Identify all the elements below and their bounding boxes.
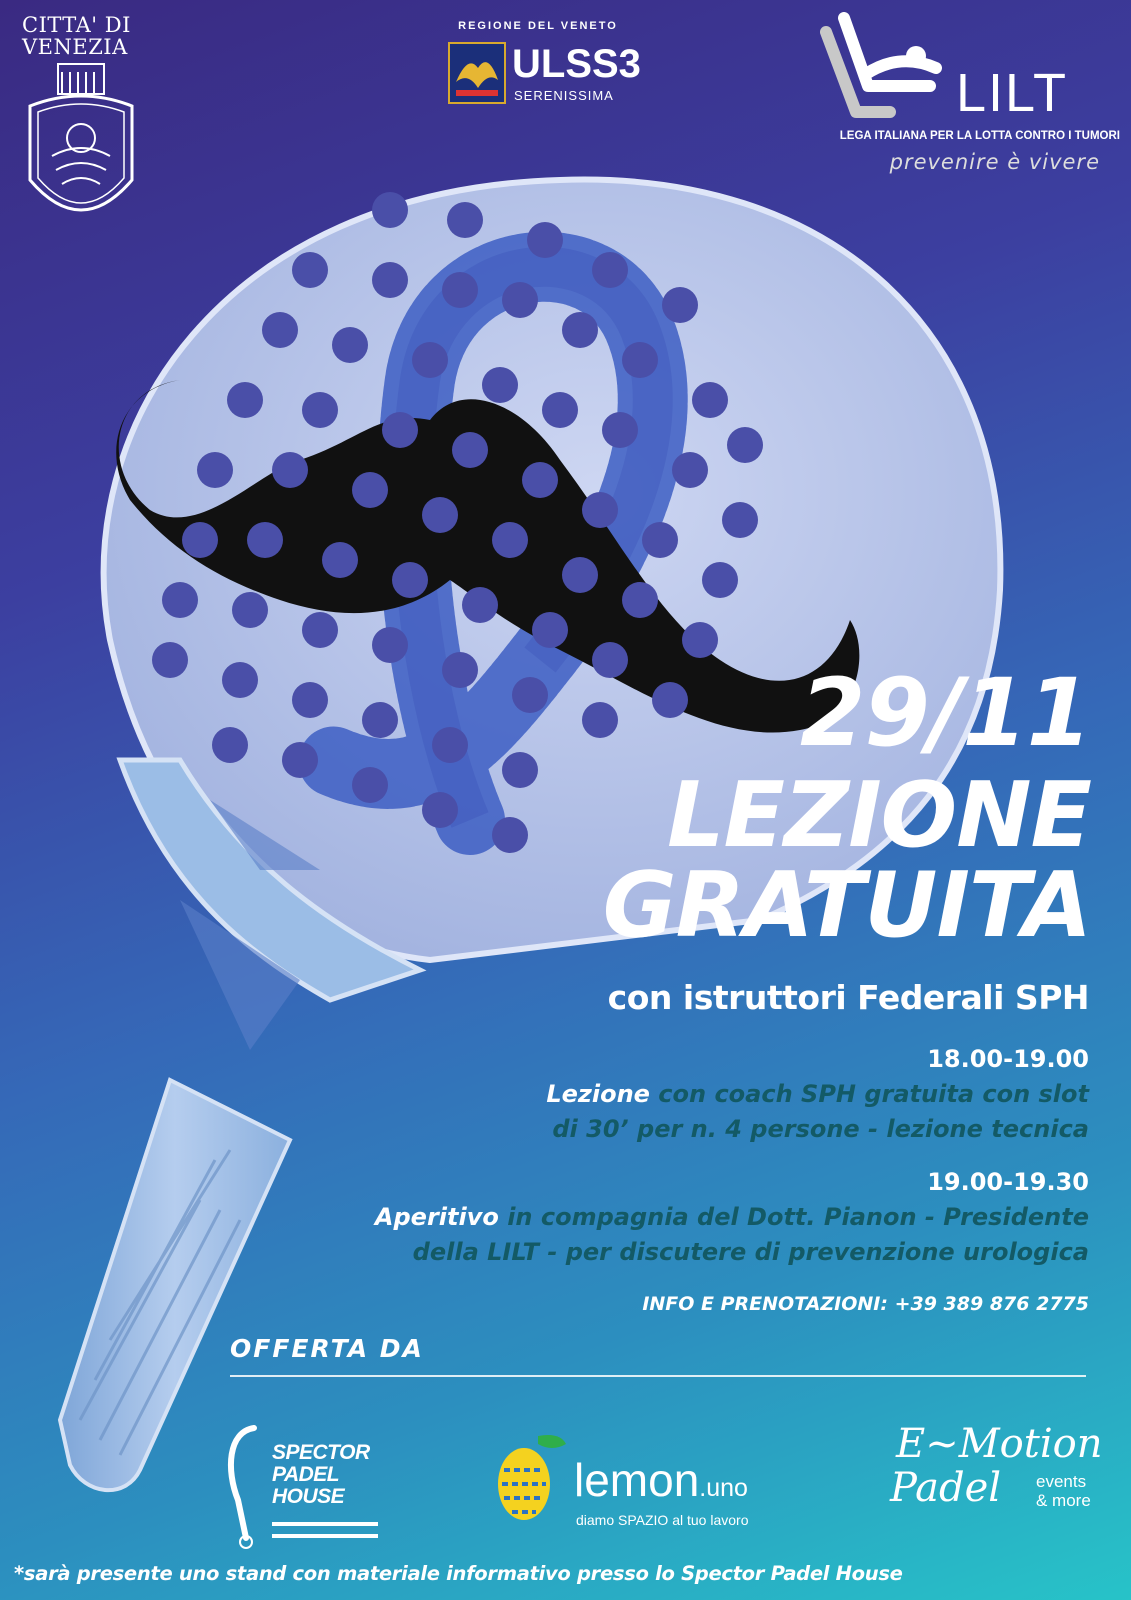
racket-hole	[432, 727, 468, 763]
headline-line1: LEZIONE	[667, 763, 1091, 868]
racket-hole	[532, 612, 568, 648]
racket-hole	[247, 522, 283, 558]
racket-hole	[582, 702, 618, 738]
racket-hole	[452, 432, 488, 468]
lemon-tagline: diamo SPAZIO al tuo lavoro	[576, 1512, 749, 1528]
sph-bar-2	[272, 1534, 378, 1538]
racket-hole	[602, 412, 638, 448]
racket-hole	[692, 382, 728, 418]
venezia-line2: VENEZIA	[22, 35, 128, 59]
racket-hole	[622, 342, 658, 378]
offerta-label: OFFERTA DA	[230, 1334, 424, 1363]
racket-hole	[292, 682, 328, 718]
emotion-line2: Padel	[890, 1465, 1002, 1511]
racket-hole	[512, 677, 548, 713]
divider	[230, 1375, 1086, 1377]
racket-hole	[447, 202, 483, 238]
schedule-desc-2-rest: in compagnia del Dott. Pianon - Presidente	[498, 1203, 1089, 1231]
sph-text	[272, 1442, 370, 1508]
headline-line2: GRATUITA	[602, 853, 1091, 958]
racket-hole	[332, 327, 368, 363]
racket-hole	[502, 282, 538, 318]
racket-hole	[442, 652, 478, 688]
emotion-line1: E~Motion	[896, 1421, 1103, 1467]
event-date: 29/11	[800, 659, 1091, 768]
figure-lying-icon	[820, 12, 960, 122]
racket-hole	[372, 627, 408, 663]
racket-hole	[392, 562, 428, 598]
schedule-desc-1-line2: di 30’ per n. 4 persone - lezione tecnica	[552, 1115, 1089, 1143]
racket-hole	[542, 392, 578, 428]
racket-hole	[527, 222, 563, 258]
headline-subline: con istruttori Federali SPH	[607, 978, 1089, 1017]
racket-hole	[562, 312, 598, 348]
lemon-suffix: .uno	[699, 1474, 748, 1502]
lemon-name: lemon	[574, 1454, 700, 1506]
racket-hole	[722, 502, 758, 538]
racket-hole	[522, 462, 558, 498]
racket-hole	[152, 642, 188, 678]
racket-hole	[227, 382, 263, 418]
racket-hole	[582, 492, 618, 528]
emotion-extra	[1036, 1472, 1091, 1510]
ulss3-logo	[448, 20, 641, 110]
racket-hole	[322, 542, 358, 578]
schedule-highlight-1: Lezione	[546, 1080, 650, 1108]
lemon-uno-logo	[490, 1430, 820, 1540]
lilt-name: LILT	[956, 63, 1069, 123]
racket-hole	[652, 682, 688, 718]
schedule-desc-1-rest: con coach SPH gratuita con slot	[649, 1080, 1089, 1108]
racket-hole	[727, 427, 763, 463]
sph-line3: HOUSE	[272, 1485, 345, 1508]
racket-hole	[702, 562, 738, 598]
lilt-subtitle: LEGA ITALIANA PER LA LOTTA CONTRO I TUMORI	[839, 130, 1120, 142]
racket-hole	[272, 452, 308, 488]
racket-hole	[232, 592, 268, 628]
racket-hole	[302, 392, 338, 428]
lilt-slogan: prevenire è vivere	[889, 150, 1100, 174]
lemon-icon	[490, 1430, 570, 1530]
racket-hole	[422, 497, 458, 533]
lemon-word	[574, 1456, 748, 1512]
schedule-desc-2-line1	[375, 1200, 1089, 1234]
racket-hole	[302, 612, 338, 648]
racket-hole	[672, 452, 708, 488]
racket-hole	[562, 557, 598, 593]
racket-hole	[282, 742, 318, 778]
sph-bars	[272, 1522, 378, 1526]
racket-hole	[222, 662, 258, 698]
schedule-time-2: 19.00-19.30	[927, 1168, 1089, 1196]
racket-hole	[212, 727, 248, 763]
racket-hole	[592, 252, 628, 288]
racket-hole	[162, 582, 198, 618]
racket-hole	[372, 192, 408, 228]
racket-hole	[372, 262, 408, 298]
schedule-desc-2-line2: della LILT - per discutere di prevenzione urologica	[412, 1238, 1089, 1266]
racket-hole	[642, 522, 678, 558]
racket-hole	[412, 342, 448, 378]
racket-hole	[592, 642, 628, 678]
racket-hole	[482, 367, 518, 403]
emotion-padel-logo	[890, 1421, 1103, 1542]
racket-hole	[682, 622, 718, 658]
racket-hole	[352, 767, 388, 803]
info-contact: INFO E PRENOTAZIONI: +39 389 876 2775	[642, 1293, 1089, 1315]
racket-hole	[492, 522, 528, 558]
racket-hole	[352, 472, 388, 508]
spector-padel-house-logo	[224, 1420, 384, 1560]
ulss-sub: SERENISSIMA	[514, 88, 614, 103]
racket-hole	[362, 702, 398, 738]
racket-hole	[422, 792, 458, 828]
ulss-name: ULSS3	[512, 42, 641, 86]
racket-hole	[622, 582, 658, 618]
ulss-region-label: REGIONE DEL VENETO	[458, 20, 618, 32]
racket-hole	[662, 287, 698, 323]
racket-hole	[182, 522, 218, 558]
emotion-extra2: & more	[1036, 1491, 1091, 1510]
footnote: *sarà presente uno stand con materiale informativo presso lo Spector Padel House	[14, 1562, 903, 1585]
racket-hole	[492, 817, 528, 853]
schedule-highlight-2: Aperitivo	[374, 1203, 499, 1231]
sph-line1: SPECTOR	[272, 1441, 370, 1464]
racket-hole	[462, 587, 498, 623]
sph-line2: PADEL	[272, 1463, 340, 1486]
venezia-line1: CITTA' DI	[22, 13, 131, 37]
schedule-desc-1-line1	[546, 1077, 1089, 1111]
emotion-extra1: events	[1036, 1472, 1087, 1491]
racket-hole	[292, 252, 328, 288]
racket-hole	[442, 272, 478, 308]
racket-hole	[197, 452, 233, 488]
racket-hole	[502, 752, 538, 788]
schedule-time-1: 18.00-19.00	[927, 1045, 1089, 1073]
winged-lion-emblem-icon	[448, 42, 506, 104]
racket-hole	[382, 412, 418, 448]
racket-hole	[262, 312, 298, 348]
